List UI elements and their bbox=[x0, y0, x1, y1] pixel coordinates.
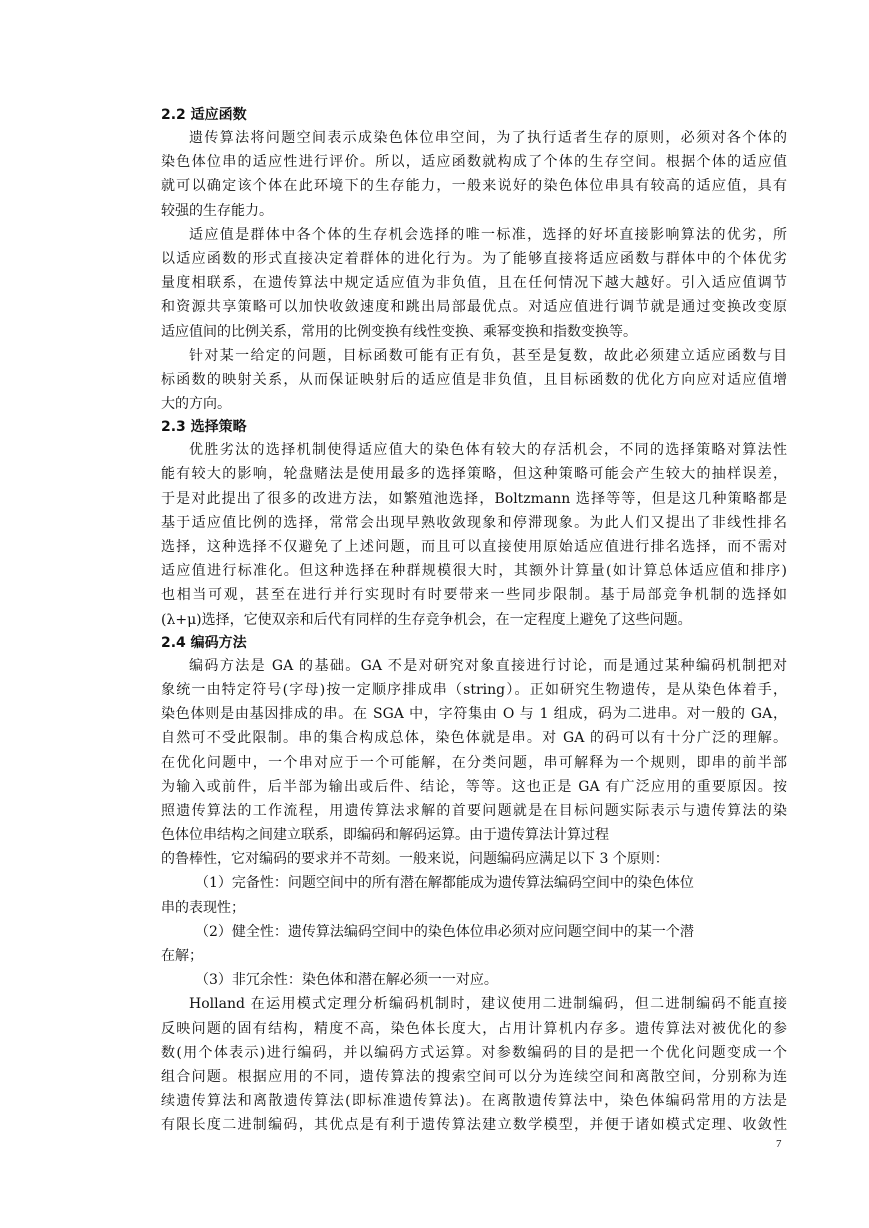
text-line: 适应值间的比例关系，常用的比例变换有线性变换、乘幂变换和指数变换等。 bbox=[161, 323, 637, 340]
principle-item: （1）完备性：问题空间中的所有潜在解都能成为遗传算法编码空间中的染色体位 bbox=[195, 875, 694, 892]
text-line: 染色体位串的适应性进行评价。所以，适应函数就构成了个体的生存空间。根据个体的适应值 bbox=[161, 154, 787, 171]
text-line: 续遗传算法和离散遗传算法(即标准遗传算法)。在离散遗传算法中，染色体编码常用的方法是 bbox=[161, 1093, 787, 1110]
text-line: 针对某一给定的问题，目标函数可能有正有负，甚至是复数，故此必须建立适应函数与目 bbox=[189, 347, 787, 364]
principle-item: （3）非冗余性：染色体和潜在解必须一一对应。 bbox=[195, 972, 498, 989]
text-line: 编码方法是 GA 的基础。GA 不是对研究对象直接进行讨论，而是通过某种编码机制把对 bbox=[189, 657, 787, 674]
text-line: 优胜劣汰的选择机制使得适应值大的染色体有较大的存活机会，不同的选择策略对算法性 bbox=[189, 442, 787, 459]
text-line: 反映问题的固有结构，精度不高，染色体长度大，占用计算机内存多。遗传算法对被优化的参 bbox=[161, 1020, 787, 1037]
text-line: 能有较大的影响，轮盘赌法是使用最多的选择策略，但这种策略可能会产生较大的抽样误差， bbox=[161, 466, 787, 483]
text-line: (λ+μ)选择，它使双亲和后代有同样的生存竞争机会，在一定程度上避免了这些问题。 bbox=[161, 611, 692, 628]
page-content bbox=[161, 104, 787, 1138]
principle-item-continuation: 在解； bbox=[161, 948, 203, 964]
text-line: 标函数的映射关系，从而保证映射后的适应值是非负值，且目标函数的优化方向应对适应值增 bbox=[161, 371, 787, 388]
section-heading-2-2: 2.2 适应函数 bbox=[161, 107, 247, 123]
section-heading-2-3: 2.3 选择策略 bbox=[161, 419, 247, 436]
text-line: 适应值是群体中各个体的生存机会选择的唯一标准，选择的好坏直接影响算法的优劣，所 bbox=[189, 226, 787, 243]
text-line: 色体位串结构之间建立联系，即编码和解码运算。由于遗传算法计算过程 bbox=[161, 827, 609, 844]
text-line: 在优化问题中，一个串对应于一个可能解，在分类问题，串可解释为一个规则，即串的前半部 bbox=[161, 754, 787, 771]
text-line: 和资源共享策略可以加快收敛速度和跳出局部最优点。对适应值进行调节就是通过变换改变原 bbox=[161, 299, 787, 316]
text-line: 为输入或前件，后半部为输出或后件、结论，等等。这也正是 GA 有广泛应用的重要原因。按 bbox=[161, 778, 787, 795]
text-line: 数(用个体表示)进行编码，并以编码方式运算。对参数编码的目的是把一个优化问题变成一个 bbox=[161, 1044, 787, 1061]
text-line: 就可以确定该个体在此环境下的生存能力，一般来说好的染色体位串具有较高的适应值，具有 bbox=[161, 178, 787, 195]
text-line: Holland 在运用模式定理分析编码机制时，建议使用二进制编码，但二进制编码不能直接 bbox=[189, 996, 787, 1013]
paragraph bbox=[161, 438, 787, 632]
principle-list bbox=[161, 871, 787, 992]
text-line: 照遗传算法的工作流程，用遗传算法求解的首要问题就是在目标问题实际表示与遗传算法的染 bbox=[161, 802, 787, 819]
text-line: 以适应函数的形式直接决定着群体的进化行为。为了能够直接将适应函数与群体中的个体优劣 bbox=[161, 250, 787, 267]
text-line: 较强的生存能力。 bbox=[161, 202, 273, 219]
text-line: 遗传算法将问题空间表示成染色体位串空间，为了执行适者生存的原则，必须对各个体的 bbox=[189, 130, 787, 146]
text-line: 基于适应值比例的选择，常常会出现早熟收敛现象和停滞现象。为此人们又提出了非线性排名 bbox=[161, 514, 787, 531]
paragraph bbox=[161, 992, 787, 1137]
text-line: 选择，这种选择不仅避免了上述问题，而且可以直接使用原始适应值进行排名选择，而不需对 bbox=[161, 539, 787, 555]
page-number: 7 bbox=[776, 1138, 782, 1150]
text-line: 的鲁棒性，它对编码的要求并不苛刻。一般来说，问题编码应满足以下 3 个原则： bbox=[161, 851, 669, 868]
text-line: 量度相联系，在遗传算法中规定适应值为非负值，且在任何情况下越大越好。引入适应值调节 bbox=[161, 275, 787, 292]
text-line: 象统一由特定符号(字母)按一定顺序排成串（string）。正如研究生物遗传，是从染色体着手， bbox=[161, 681, 787, 698]
text-line: 于是对此提出了很多的改进方法，如繁殖池选择，Boltzmann 选择等等，但是这几种策略都是 bbox=[161, 490, 787, 507]
text-line: 也相当可观，甚至在进行并行实现时有时要带来一些同步限制。基于局部竞争机制的选择如 bbox=[161, 587, 787, 604]
text-line: 适应值进行标准化。但这种选择在种群规模很大时，其额外计算量(如计算总体适应值和排序) bbox=[161, 563, 787, 580]
text-line: 大的方向。 bbox=[161, 396, 231, 413]
paragraph bbox=[161, 344, 787, 417]
principle-item: （2）健全性：遗传算法编码空间中的染色体位串必须对应问题空间中的某一个潜 bbox=[195, 923, 694, 940]
paragraph bbox=[161, 654, 787, 872]
text-line: 自然可不受此限制。串的集合构成总体，染色体就是串。对 GA 的码可以有十分广泛的理解。 bbox=[161, 730, 787, 747]
text-line: 染色体则是由基因排成的串。在 SGA 中，字符集由 O 与 1 组成，码为二进串。对一般的 GA， bbox=[161, 706, 787, 723]
principle-item-continuation: 串的表现性； bbox=[161, 899, 245, 916]
text-line: 有限长度二进制编码，其优点是有利于遗传算法建立数学模型，并便于诸如模式定理、收敛性 bbox=[161, 1117, 787, 1134]
paragraph bbox=[161, 223, 787, 344]
section-heading-2-4: 2.4 编码方法 bbox=[161, 634, 247, 651]
paragraph bbox=[161, 126, 787, 223]
text-line: 组合问题。根据应用的不同，遗传算法的搜索空间可以分为连续空间和离散空间，分别称为连 bbox=[161, 1068, 787, 1085]
